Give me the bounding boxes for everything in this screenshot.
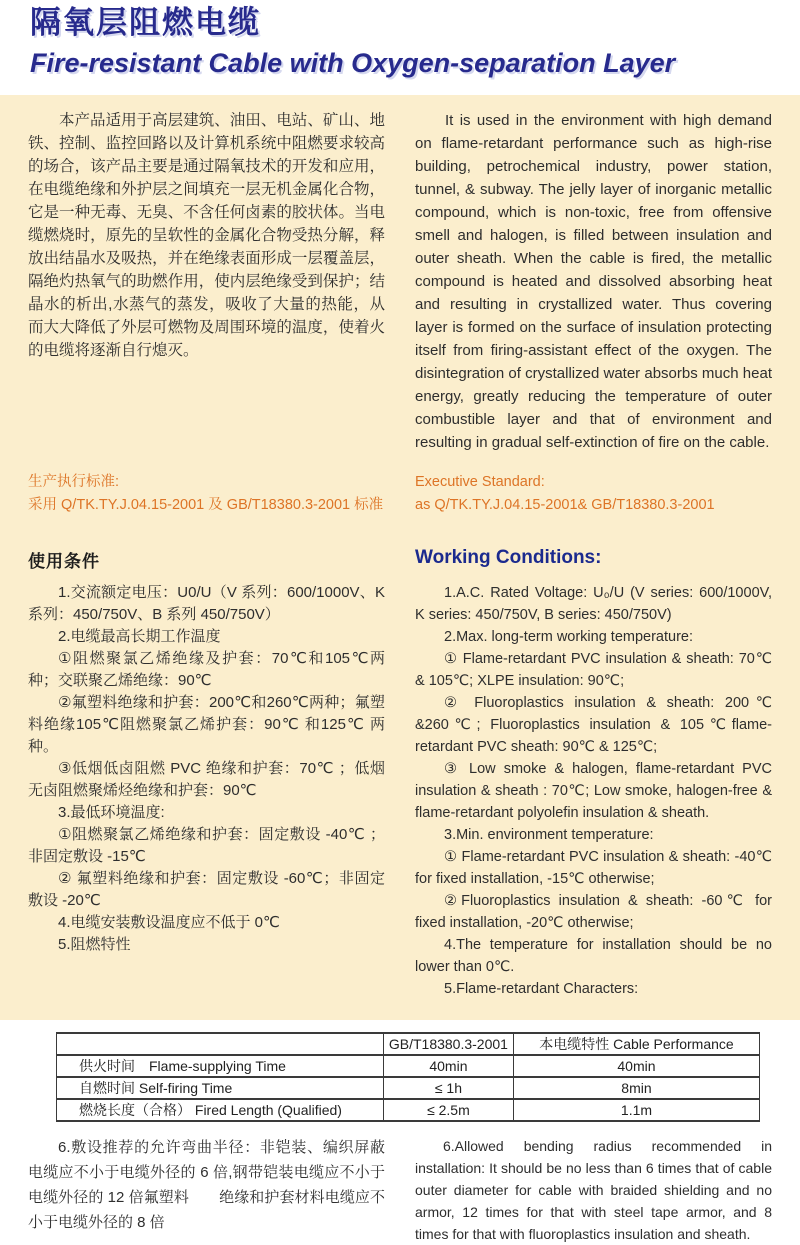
table-header-performance: 本电缆特性 Cable Performance — [513, 1033, 759, 1055]
page-title-en: Fire-resistant Cable with Oxygen-separation Layer — [30, 48, 676, 78]
condition-item: 4.The temperature for installation should be no lower than 0℃. — [415, 937, 772, 975]
standard-column-zh — [28, 471, 385, 517]
conditions-section — [28, 572, 772, 1000]
condition-item: ② 氟塑料绝缘和护套：固定敷设 -60℃；非固定敷设 -20℃ — [28, 870, 385, 909]
condition-item: ③ Low smoke & halogen, flame-retardant PVC insulation & sheath : 70℃; Low smoke, halogen-free & flame-retardant polyolefin insulation & sheath. — [415, 761, 772, 821]
table-header-standard: GB/T18380.3-2001 — [383, 1033, 513, 1055]
condition-item: ① Flame-retardant PVC insulation & sheath: 70℃ & 105℃; XLPE insulation: 90℃; — [415, 651, 772, 689]
page-header — [0, 0, 800, 95]
performance-table — [56, 1032, 760, 1122]
bending-column-en — [415, 1135, 772, 1245]
bending-column-zh — [28, 1135, 385, 1245]
condition-item: ①阻燃聚氯乙烯绝缘及护套：70℃和105℃两种；交联聚乙烯绝缘：90℃ — [28, 650, 385, 689]
section-heading-en: Working Conditions: — [415, 547, 602, 568]
bending-section — [28, 1135, 772, 1245]
condition-item: 5.Flame-retardant Characters: — [444, 981, 639, 997]
standard-value-zh: 采用 Q/TK.TY.J.04.15-2001 及 GB/T18380.3-2001 标准 — [28, 497, 384, 513]
standard-label-zh: 生产执行标准: — [28, 474, 120, 490]
row-label: 供火时间 Flame-supplying Time — [57, 1055, 384, 1077]
condition-item: 2.电缆最高长期工作温度 — [58, 628, 221, 645]
condition-item: ① Flame-retardant PVC insulation & sheath: -40℃ for fixed installation, -15℃ otherwise; — [415, 849, 772, 887]
standard-value-en: as Q/TK.TY.J.04.15-2001& GB/T18380.3-2001 — [415, 497, 715, 513]
intro-column-en — [415, 109, 772, 454]
condition-item: 3.Min. environment temperature: — [444, 827, 654, 843]
condition-item: 5.阻燃特性 — [58, 936, 131, 953]
condition-item: 1.交流额定电压：U0/U（V 系列：600/1000V、K 系列：450/750V、B 系列 450/750V） — [28, 584, 385, 623]
intro-column-zh — [28, 109, 385, 454]
conditions-list-en — [415, 582, 772, 1000]
intro-section — [28, 109, 772, 454]
condition-item: ③低烟低卤阻燃 PVC 绝缘和护套：70℃ ；低烟无卤阻燃聚烯烃绝缘和护套：90℃ — [28, 760, 385, 799]
table-row — [57, 1099, 760, 1121]
row-value: 1.1m — [513, 1099, 759, 1121]
condition-item: ①阻燃聚氯乙烯绝缘和护套：固定敷设 -40℃ ；非固定敷设 -15℃ — [28, 826, 385, 865]
condition-item: 4.电缆安装敷设温度应不低于 0℃ — [58, 914, 280, 931]
table-row — [57, 1055, 760, 1077]
condition-item: 1.A.C. Rated Voltage: U₀/U (V series: 600/1000V, K series: 450/750V, B series: 450/750V) — [415, 585, 772, 623]
condition-item: ②氟塑料绝缘和护套：200℃和260℃两种；氟塑料绝缘105℃阻燃聚氯乙烯护套：90℃ 和125℃ 两种。 — [28, 694, 385, 755]
performance-table-wrap — [56, 1032, 760, 1122]
page-body — [0, 95, 800, 1242]
conditions-list-zh — [28, 582, 385, 1000]
row-label: 自燃时间 Self-firing Time — [57, 1077, 384, 1099]
condition-item: ②Fluoroplastics insulation & sheath: -60℃ for fixed installation, -20℃ otherwise; — [415, 893, 772, 931]
intro-paragraph-zh: 本产品适用于高层建筑、油田、电站、矿山、地铁、控制、监控回路以及计算机系统中阻燃要求较高的场合，该产品主要是通过隔氧技术的开发和应用，在电缆绝缘和外护层之间填充一层无机金属化合物，它是一种无毒、无臭、不含任何卤素的胶状体。当电缆燃烧时，原先的呈软性的金属化合物受热分解，释放出结晶水及吸热，并在绝缘表面形成一层覆盖层，隔绝灼热氧气的助燃作用，使内层绝缘受到保护；结晶水的析出,水蒸气的蒸发，吸收了大量的热能，从而大大降低了外层可燃物及周围环境的温度，使着火的电缆将逐渐自行熄灭。 — [28, 112, 385, 359]
condition-item: ② Fluoroplastics insulation & sheath: 200℃ &260℃; Fluoroplastics insulation & 105℃flame- retardant PVC sheath: 90℃ & 125℃; — [415, 695, 772, 755]
bending-paragraph-en: 6.Allowed bending radius recommended in installation: It should be no less than 6 times that of cable outer diameter for cable with braided shielding and no armor, 12 times for that with steel tape armor, and 8 times for that with fluoroplastics insulation and sheath. — [415, 1138, 772, 1242]
standard-section — [28, 471, 772, 517]
row-value: 8min — [513, 1077, 759, 1099]
heading-column-en — [415, 547, 772, 572]
row-value: ≤ 2.5m — [383, 1099, 513, 1121]
row-value: ≤ 1h — [383, 1077, 513, 1099]
page-title-zh: 隔氧层阻燃电缆 — [30, 5, 261, 40]
heading-column-zh — [28, 547, 385, 572]
table-body — [57, 1055, 760, 1121]
conditions-headings — [28, 547, 772, 572]
standard-label-en: Executive Standard: — [415, 474, 545, 490]
row-label: 燃烧长度（合格） Fired Length (Qualified) — [57, 1099, 384, 1121]
section-heading-zh: 使用条件 — [28, 552, 100, 571]
condition-item: 3.最低环境温度: — [58, 804, 165, 821]
row-value: 40min — [513, 1055, 759, 1077]
table-header-blank — [57, 1033, 384, 1055]
intro-paragraph-en: It is used in the environment with high demand on flame-retardant performance such as high-rise building, petrochemical industry, power station, tunnel, & subway. The jelly layer of inorganic metallic compound, which is non-toxic, free from offensive smell and halogen, is filled between insulation and outer sheath. When the cable is fired, the metallic compound is heated and dissolved absorbing heat and resulting in crystallized water. Thus covering layer is formed on the surface of insulation protecting itself from firing-assistant effect of the oxygen. The disintegration of crystallized water absorbs much heat energy, greatly reducing the temperature of outer combustible layer and that of environment and resulting in gradual self-extinction of fire on the cable. — [415, 112, 772, 451]
row-value: 40min — [383, 1055, 513, 1077]
table-header-row — [57, 1033, 760, 1055]
condition-item: 2.Max. long-term working temperature: — [444, 629, 694, 645]
standard-column-en — [415, 471, 772, 517]
table-row — [57, 1077, 760, 1099]
bending-paragraph-zh: 6.敷设推荐的允许弯曲半径：非铠装、编织屏蔽电缆应不小于电缆外径的 6 倍,钢带铠装电缆应不小于电缆外径的 12 倍氟塑料 绝缘和护套材料电缆应不小于电缆外径的 8 倍 — [28, 1139, 385, 1231]
